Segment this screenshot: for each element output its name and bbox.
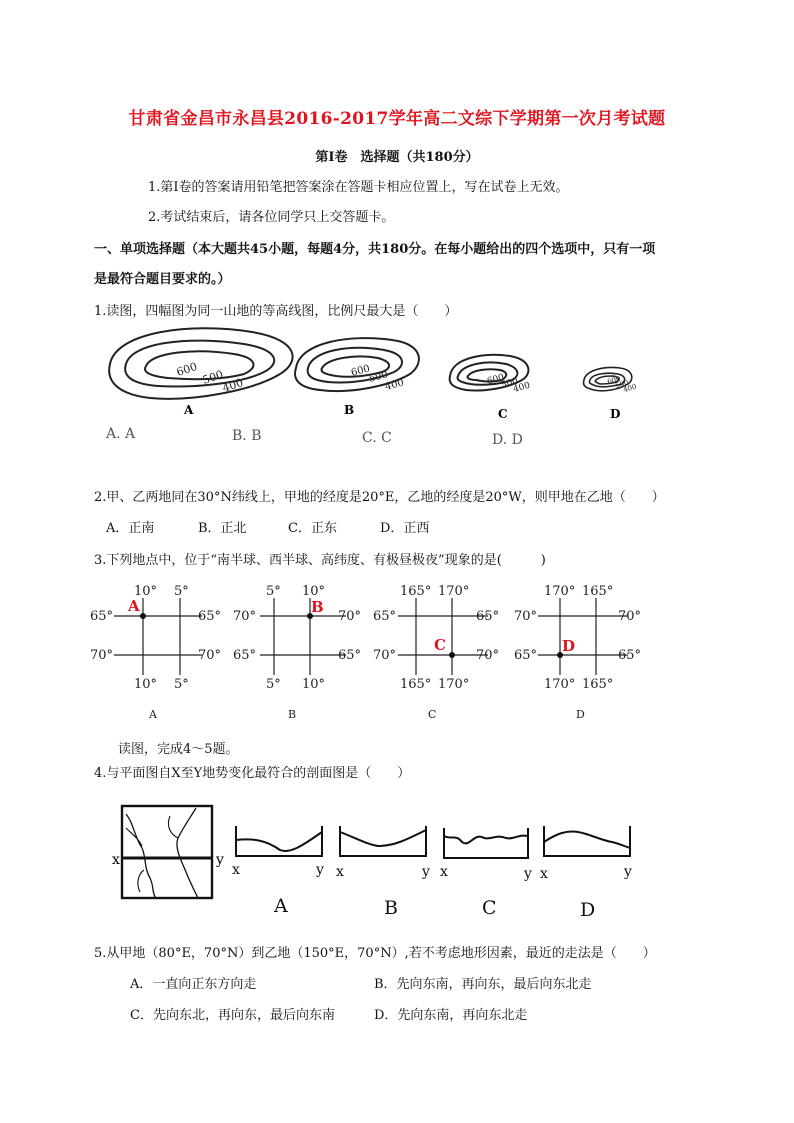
svg-text:70°: 70° [233, 609, 257, 624]
part-heading-line2: 是最符合题目要求的。） [94, 272, 231, 287]
profile-figures [104, 800, 644, 925]
contour-label-600-d: 600 [606, 374, 622, 386]
profile-d-frame [544, 826, 630, 856]
svg-text:65°: 65° [198, 609, 222, 624]
part-heading-line1: 一、单项选择题（本大题共45小题，每题4分，共180分。在每小题给出的四个选项中，只有一项 [94, 242, 656, 257]
contour-label-400-c: 400 [512, 380, 532, 395]
contour-map-a [109, 328, 292, 398]
point-label-d: D [562, 637, 576, 655]
read-prompt: 读图，完成4～5题。 [118, 742, 239, 757]
profile-a-line [236, 832, 322, 851]
q2-option-b: B．正北 [198, 521, 247, 536]
profile-b-y: y [422, 864, 430, 880]
svg-text:165°: 165° [582, 584, 614, 599]
svg-text:70°: 70° [90, 648, 114, 663]
note-2: 2.考试结束后，请各位同学只上交答题卡。 [148, 210, 395, 225]
svg-text:170°: 170° [438, 677, 470, 692]
svg-text:165°: 165° [582, 677, 614, 692]
contour-label-400-a: 400 [220, 376, 245, 395]
lat-long-grids [88, 576, 668, 726]
grid-a [90, 584, 221, 721]
svg-text:170°: 170° [544, 677, 576, 692]
q1-option-b: B. B [232, 428, 262, 444]
grid-c [373, 584, 499, 721]
profile-d-line [544, 831, 630, 848]
svg-text:65°: 65° [514, 648, 538, 663]
svg-text:170°: 170° [438, 584, 470, 599]
point-label-b: B [311, 598, 324, 616]
q2-option-c: C．正东 [288, 521, 337, 536]
svg-text:5°: 5° [266, 677, 281, 692]
svg-text:10°: 10° [302, 584, 326, 599]
svg-text:65°: 65° [233, 648, 257, 663]
point-label-a: A [128, 597, 140, 615]
svg-text:70°: 70° [618, 609, 642, 624]
svg-text:70°: 70° [476, 648, 500, 663]
q4-stem: 4.与平面图自X至Y地势变化最符合的剖面图是（ ） [94, 766, 411, 781]
profile-c-x: x [440, 864, 448, 880]
q1-option-a: A. A [106, 426, 136, 442]
svg-text:70°: 70° [514, 609, 538, 624]
point-label-c: C [434, 636, 446, 654]
plan-map [122, 806, 212, 898]
q5-option-a: A．一直向正东方向走 [130, 977, 257, 992]
grid-d [514, 584, 641, 721]
profile-c-y: y [524, 866, 532, 882]
profile-caption-b: B [384, 897, 398, 919]
profile-caption-d: D [580, 899, 596, 921]
profile-a-x: x [232, 862, 240, 878]
figure-label-a: A [184, 403, 194, 417]
contour-label-600-c: 600 [486, 372, 506, 387]
contour-figures [94, 318, 714, 453]
svg-text:70°: 70° [338, 609, 362, 624]
contour-label-500-a: 500 [200, 368, 225, 387]
profile-d-y: y [624, 864, 632, 880]
q2-option-d: D．正西 [380, 521, 430, 536]
grid-caption-a: A [149, 708, 157, 721]
svg-text:10°: 10° [134, 677, 158, 692]
q5-option-c: C．先向东北，再向东，最后向东南 [130, 1008, 335, 1023]
svg-text:65°: 65° [618, 648, 642, 663]
contour-label-500-d: 500 [614, 378, 630, 390]
profile-a-y: y [316, 862, 324, 878]
plan-map-y-label: y [216, 852, 224, 868]
note-1: 1.第Ⅰ卷的答案请用铅笔把答案涂在答题卡相应位置上，写在试卷上无效。 [148, 180, 569, 195]
q5-option-d: D．先向东南，再向东北走 [374, 1008, 528, 1023]
figure-label-c: C [498, 407, 508, 421]
q1-option-c: C. C [362, 430, 392, 446]
profile-d-x: x [540, 866, 548, 882]
document-title: 甘肃省金昌市永昌县2016-2017学年高二文综下学期第一次月考试题 [128, 109, 666, 129]
svg-text:5°: 5° [174, 584, 189, 599]
svg-text:65°: 65° [90, 609, 114, 624]
svg-text:5°: 5° [266, 584, 281, 599]
contour-label-500-b: 500 [367, 369, 390, 385]
q5-stem: 5.从甲地（80°E，70°N）到乙地（150°E，70°N）,若不考虑地形因素，最近的走法是（ ） [94, 946, 656, 961]
svg-text:65°: 65° [476, 609, 500, 624]
grid-caption-d: D [576, 708, 585, 721]
q5-option-b: B．先向东南，再向东，最后向东北走 [374, 977, 592, 992]
svg-text:70°: 70° [373, 648, 397, 663]
svg-text:165°: 165° [400, 677, 432, 692]
q2-stem: 2.甲、乙两地同在30°N纬线上，甲地的经度是20°E，乙地的经度是20°W，则甲地在乙地（ ） [94, 490, 665, 505]
svg-text:65°: 65° [338, 648, 362, 663]
svg-text:165°: 165° [400, 584, 432, 599]
contour-label-600-b: 600 [349, 363, 372, 379]
plan-map-x-label: x [112, 852, 120, 868]
contour-label-600-a: 600 [174, 360, 199, 379]
contour-label-400-d: 400 [622, 382, 638, 394]
profile-caption-c: C [482, 897, 497, 919]
profile-c-frame [444, 828, 528, 858]
q1-stem: 1.读图，四幅图为同一山地的等高线图，比例尺最大是（ ） [94, 304, 458, 319]
profile-b-frame [340, 826, 426, 856]
profile-caption-a: A [274, 895, 288, 917]
q3-stem: 3.下列地点中，位于“南半球、西半球、高纬度、有极昼极夜”现象的是( ) [94, 553, 546, 568]
contour-label-400-b: 400 [383, 377, 406, 393]
profile-c-line [444, 836, 528, 844]
grid-caption-c: C [428, 708, 437, 721]
figure-label-d: D [610, 407, 621, 421]
svg-text:10°: 10° [302, 677, 326, 692]
q2-option-a: A．正南 [106, 521, 155, 536]
svg-text:70°: 70° [198, 648, 222, 663]
section-title: 第Ⅰ卷 选择题（共180分） [315, 150, 479, 165]
grid-b [233, 584, 361, 721]
q1-option-d: D. D [492, 432, 523, 448]
grid-caption-b: B [288, 708, 297, 721]
contour-label-500-c: 500 [500, 376, 520, 391]
svg-text:5°: 5° [174, 677, 189, 692]
profile-b-x: x [336, 864, 344, 880]
profile-b-line [340, 830, 426, 846]
figure-label-b: B [344, 403, 355, 417]
svg-text:65°: 65° [373, 609, 397, 624]
svg-text:10°: 10° [134, 584, 158, 599]
svg-text:170°: 170° [544, 584, 576, 599]
